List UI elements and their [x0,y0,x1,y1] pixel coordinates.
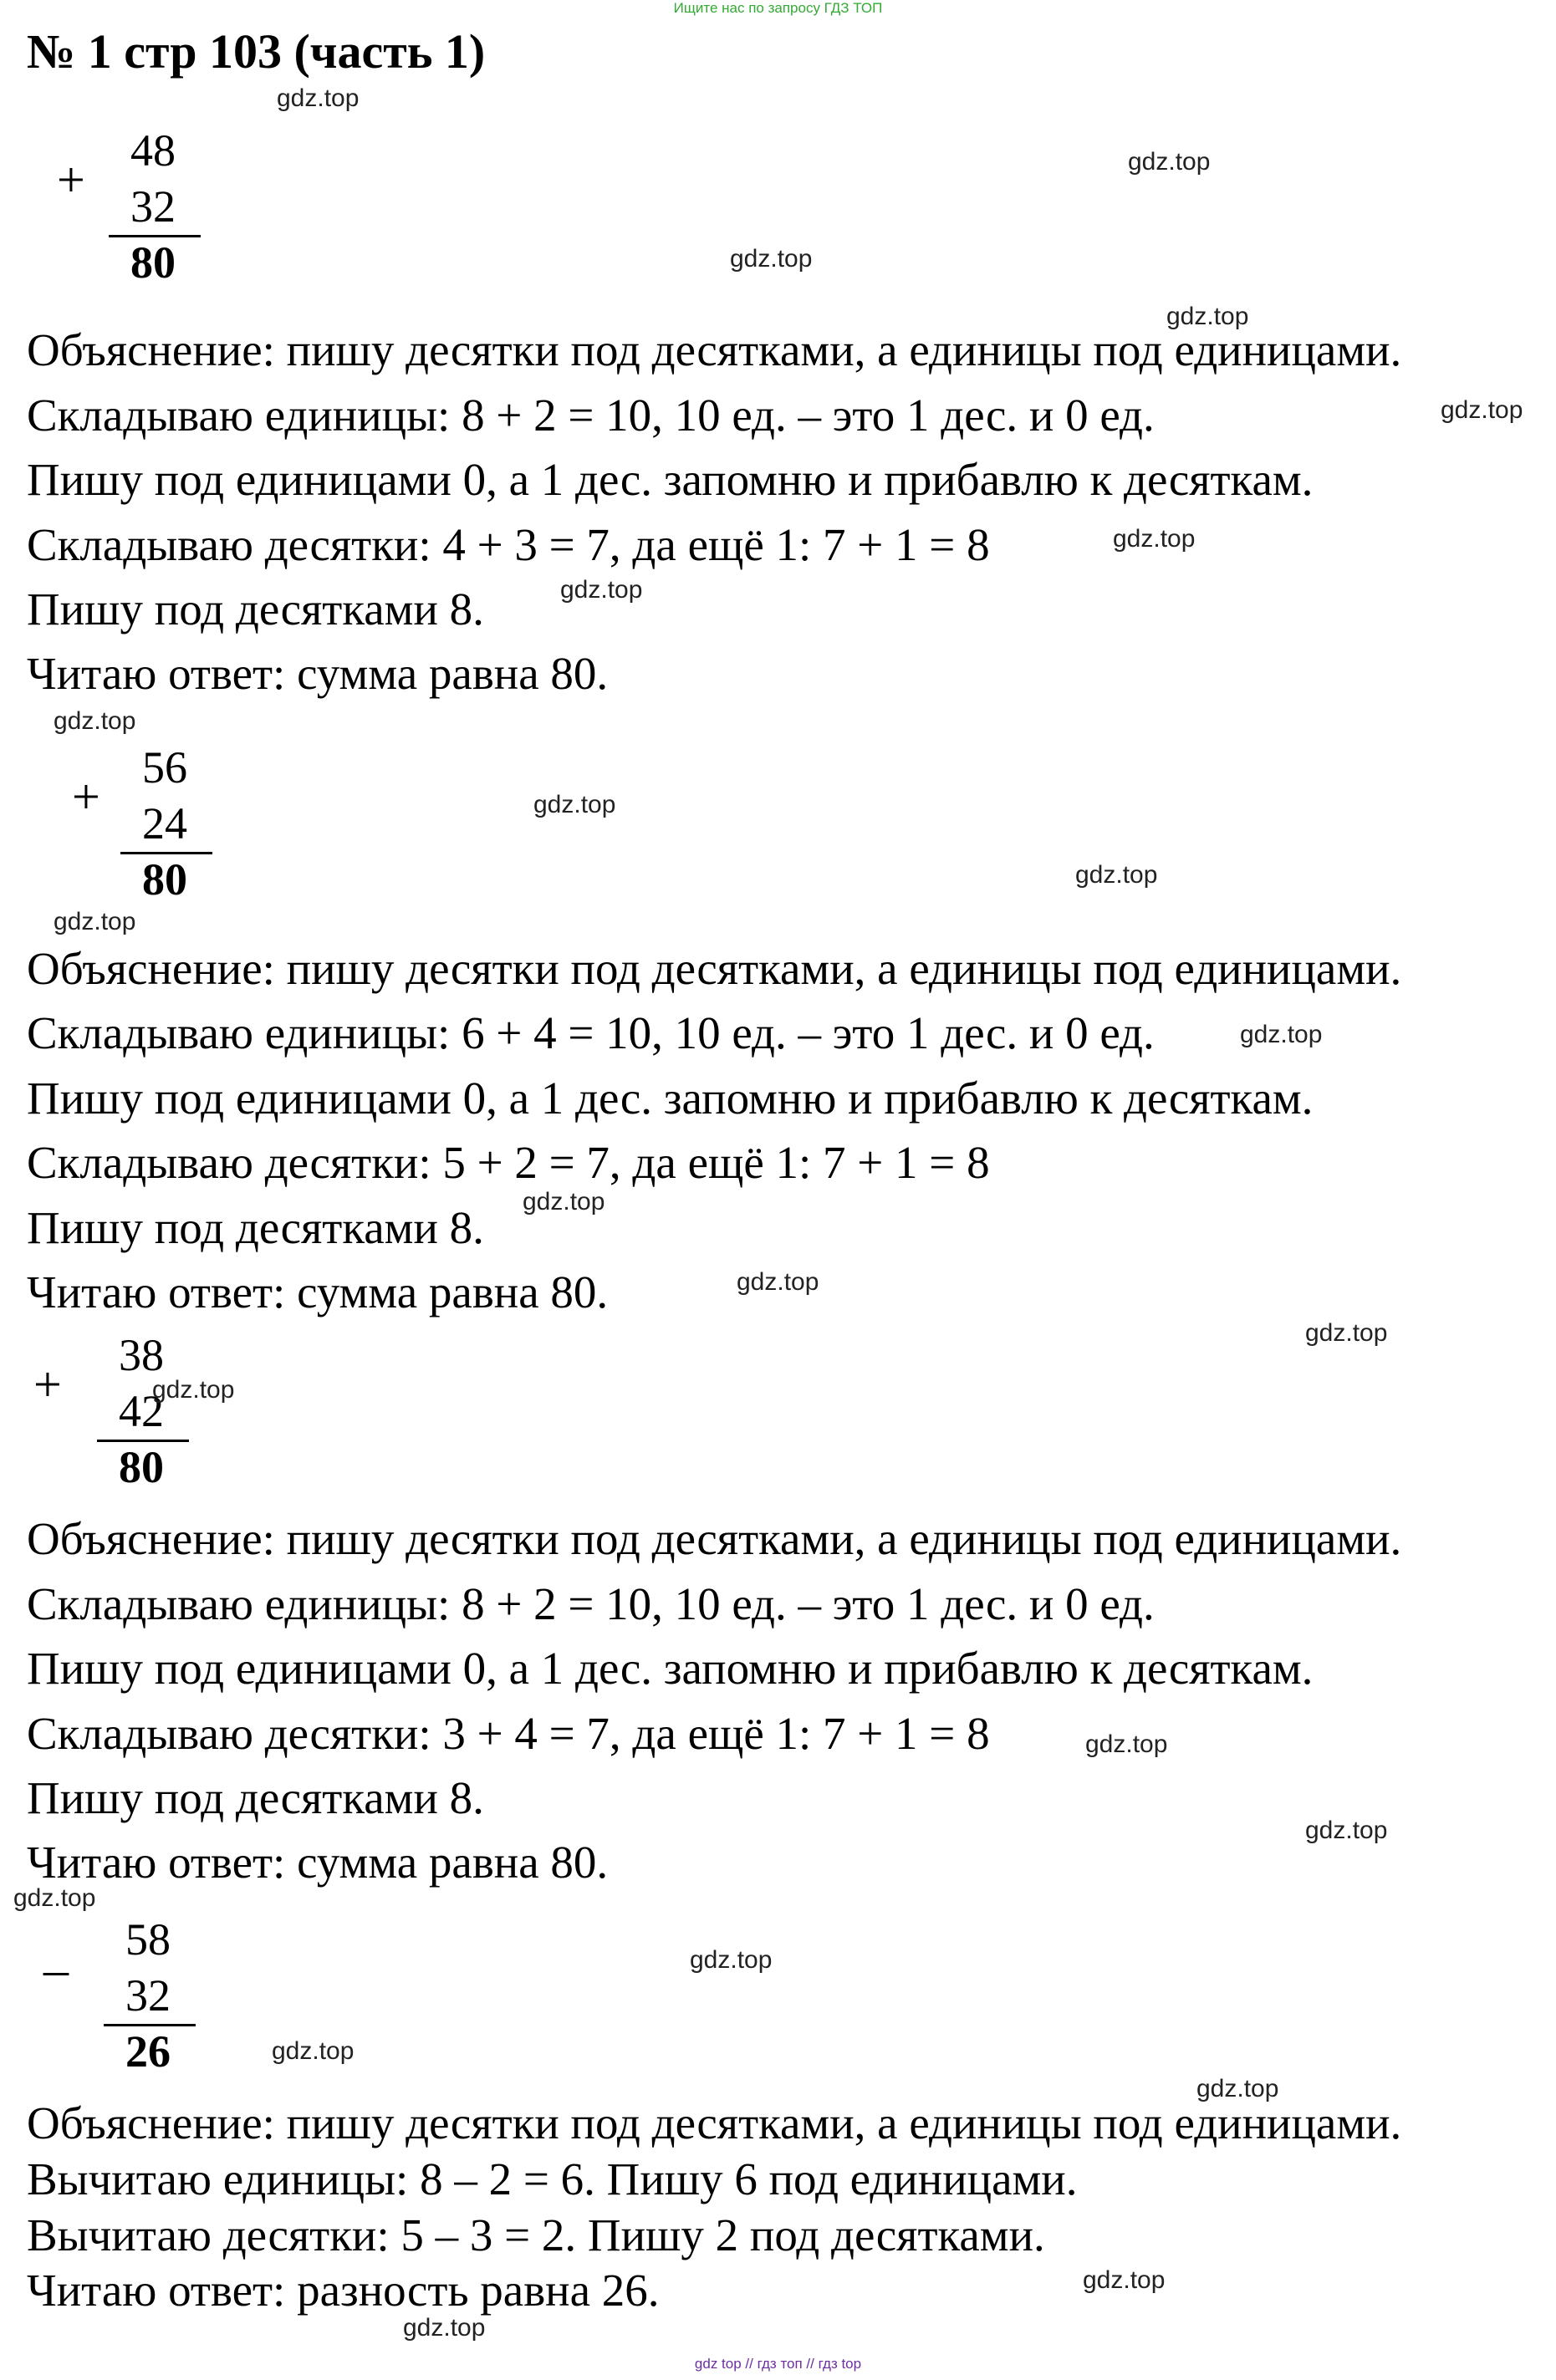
watermark: gdz.top [1113,525,1196,553]
column-calculation-3 [30,1330,197,1492]
operator-sign: + [72,769,100,824]
first-number: 38 [119,1330,164,1380]
second-number: 42 [119,1386,164,1436]
watermark: gdz.top [1441,396,1523,424]
operator-sign: + [57,152,85,207]
column-calculation-4 [33,1914,201,2077]
result-number: 80 [119,1442,164,1492]
watermark: gdz.top [1305,1817,1388,1844]
first-number: 58 [125,1914,171,1965]
explanation-line: Складываю единицы: 6 + 4 = 10, 10 ед. – это 1 дес. и 0 ед. [27,1007,1155,1058]
watermark: gdz.top [277,84,360,112]
explanation-line: Вычитаю десятки: 5 – 3 = 2. Пишу 2 под десятками. [27,2209,1045,2260]
explanation-line: Объяснение: пишу десятки под десятками, а единицы под единицами. [27,324,1402,375]
watermark: gdz.top [730,245,813,273]
watermark: gdz.top [1196,2075,1279,2102]
watermark: gdz.top [560,576,643,604]
second-number: 32 [125,1970,171,2021]
watermark: gdz.top [1166,303,1249,330]
page-title: № 1 стр 103 (часть 1) [27,24,486,79]
explanation-line: Пишу под десятками 8. [27,1202,484,1253]
explanation-line: Пишу под десятками 8. [27,1772,484,1823]
result-number: 80 [142,854,187,905]
explanation-line: Складываю десятки: 3 + 4 = 7, да ещё 1: 7 + 1 = 8 [27,1708,990,1759]
column-calculation-2 [69,742,236,905]
watermark: gdz.top [690,1946,773,1974]
result-number: 26 [125,2026,171,2077]
footer: gdz top // гдз топ // гдз top [694,2356,862,2372]
watermark: gdz.top [523,1188,605,1215]
explanation-line: Читаю ответ: сумма равна 80. [27,1266,609,1317]
explanation-line: Пишу под единицами 0, а 1 дес. запомню и прибавлю к десяткам. [27,1643,1314,1694]
explanation-line: Складываю единицы: 8 + 2 = 10, 10 ед. – это 1 дес. и 0 ед. [27,1578,1155,1629]
watermark: gdz.top [1083,2266,1166,2294]
explanation-line: Складываю десятки: 5 + 2 = 7, да ещё 1: 7 + 1 = 8 [27,1137,990,1188]
watermark: gdz.top [54,908,136,935]
explanation-line: Вычитаю единицы: 8 – 2 = 6. Пишу 6 под единицами. [27,2153,1078,2204]
operator-sign: + [33,1357,62,1412]
watermark: gdz.top [403,2314,486,2342]
first-number: 56 [142,742,187,792]
top-banner: Ищите нас по запросу ГДЗ ТОП [673,0,883,16]
explanation-line: Читаю ответ: сумма равна 80. [27,1837,609,1888]
watermark: gdz.top [1075,861,1158,889]
watermark: gdz.top [1085,1730,1168,1758]
operator-sign: _ [43,1924,69,1980]
explanation-line: Складываю десятки: 4 + 3 = 7, да ещё 1: 7 + 1 = 8 [27,519,990,570]
watermark: gdz.top [1128,148,1211,176]
watermark: gdz.top [1240,1021,1323,1048]
watermark: gdz.top [737,1268,819,1296]
watermark: gdz.top [13,1884,96,1912]
explanation-line: Читаю ответ: разность равна 26. [27,2265,660,2316]
explanation-line: Объяснение: пишу десятки под десятками, а единицы под единицами. [27,1513,1402,1564]
second-number: 24 [142,798,187,849]
explanation-line: Пишу под десятками 8. [27,584,484,634]
first-number: 48 [130,125,176,176]
watermark: gdz.top [272,2037,355,2065]
explanation-line: Читаю ответ: сумма равна 80. [27,648,609,699]
column-calculation-1 [50,125,217,288]
explanation-line: Объяснение: пишу десятки под десятками, а единицы под единицами. [27,2097,1402,2148]
explanation-line: Пишу под единицами 0, а 1 дес. запомню и прибавлю к десяткам. [27,1073,1314,1124]
second-number: 32 [130,181,176,232]
explanation-line: Объяснение: пишу десятки под десятками, а единицы под единицами. [27,943,1402,994]
watermark: gdz.top [152,1376,235,1404]
explanation-line: Пишу под единицами 0, а 1 дес. запомню и прибавлю к десяткам. [27,454,1314,505]
watermark: gdz.top [533,791,616,818]
result-number: 80 [130,237,176,288]
watermark: gdz.top [54,707,136,735]
watermark: gdz.top [1305,1319,1388,1347]
explanation-line: Складываю единицы: 8 + 2 = 10, 10 ед. – это 1 дес. и 0 ед. [27,390,1155,441]
